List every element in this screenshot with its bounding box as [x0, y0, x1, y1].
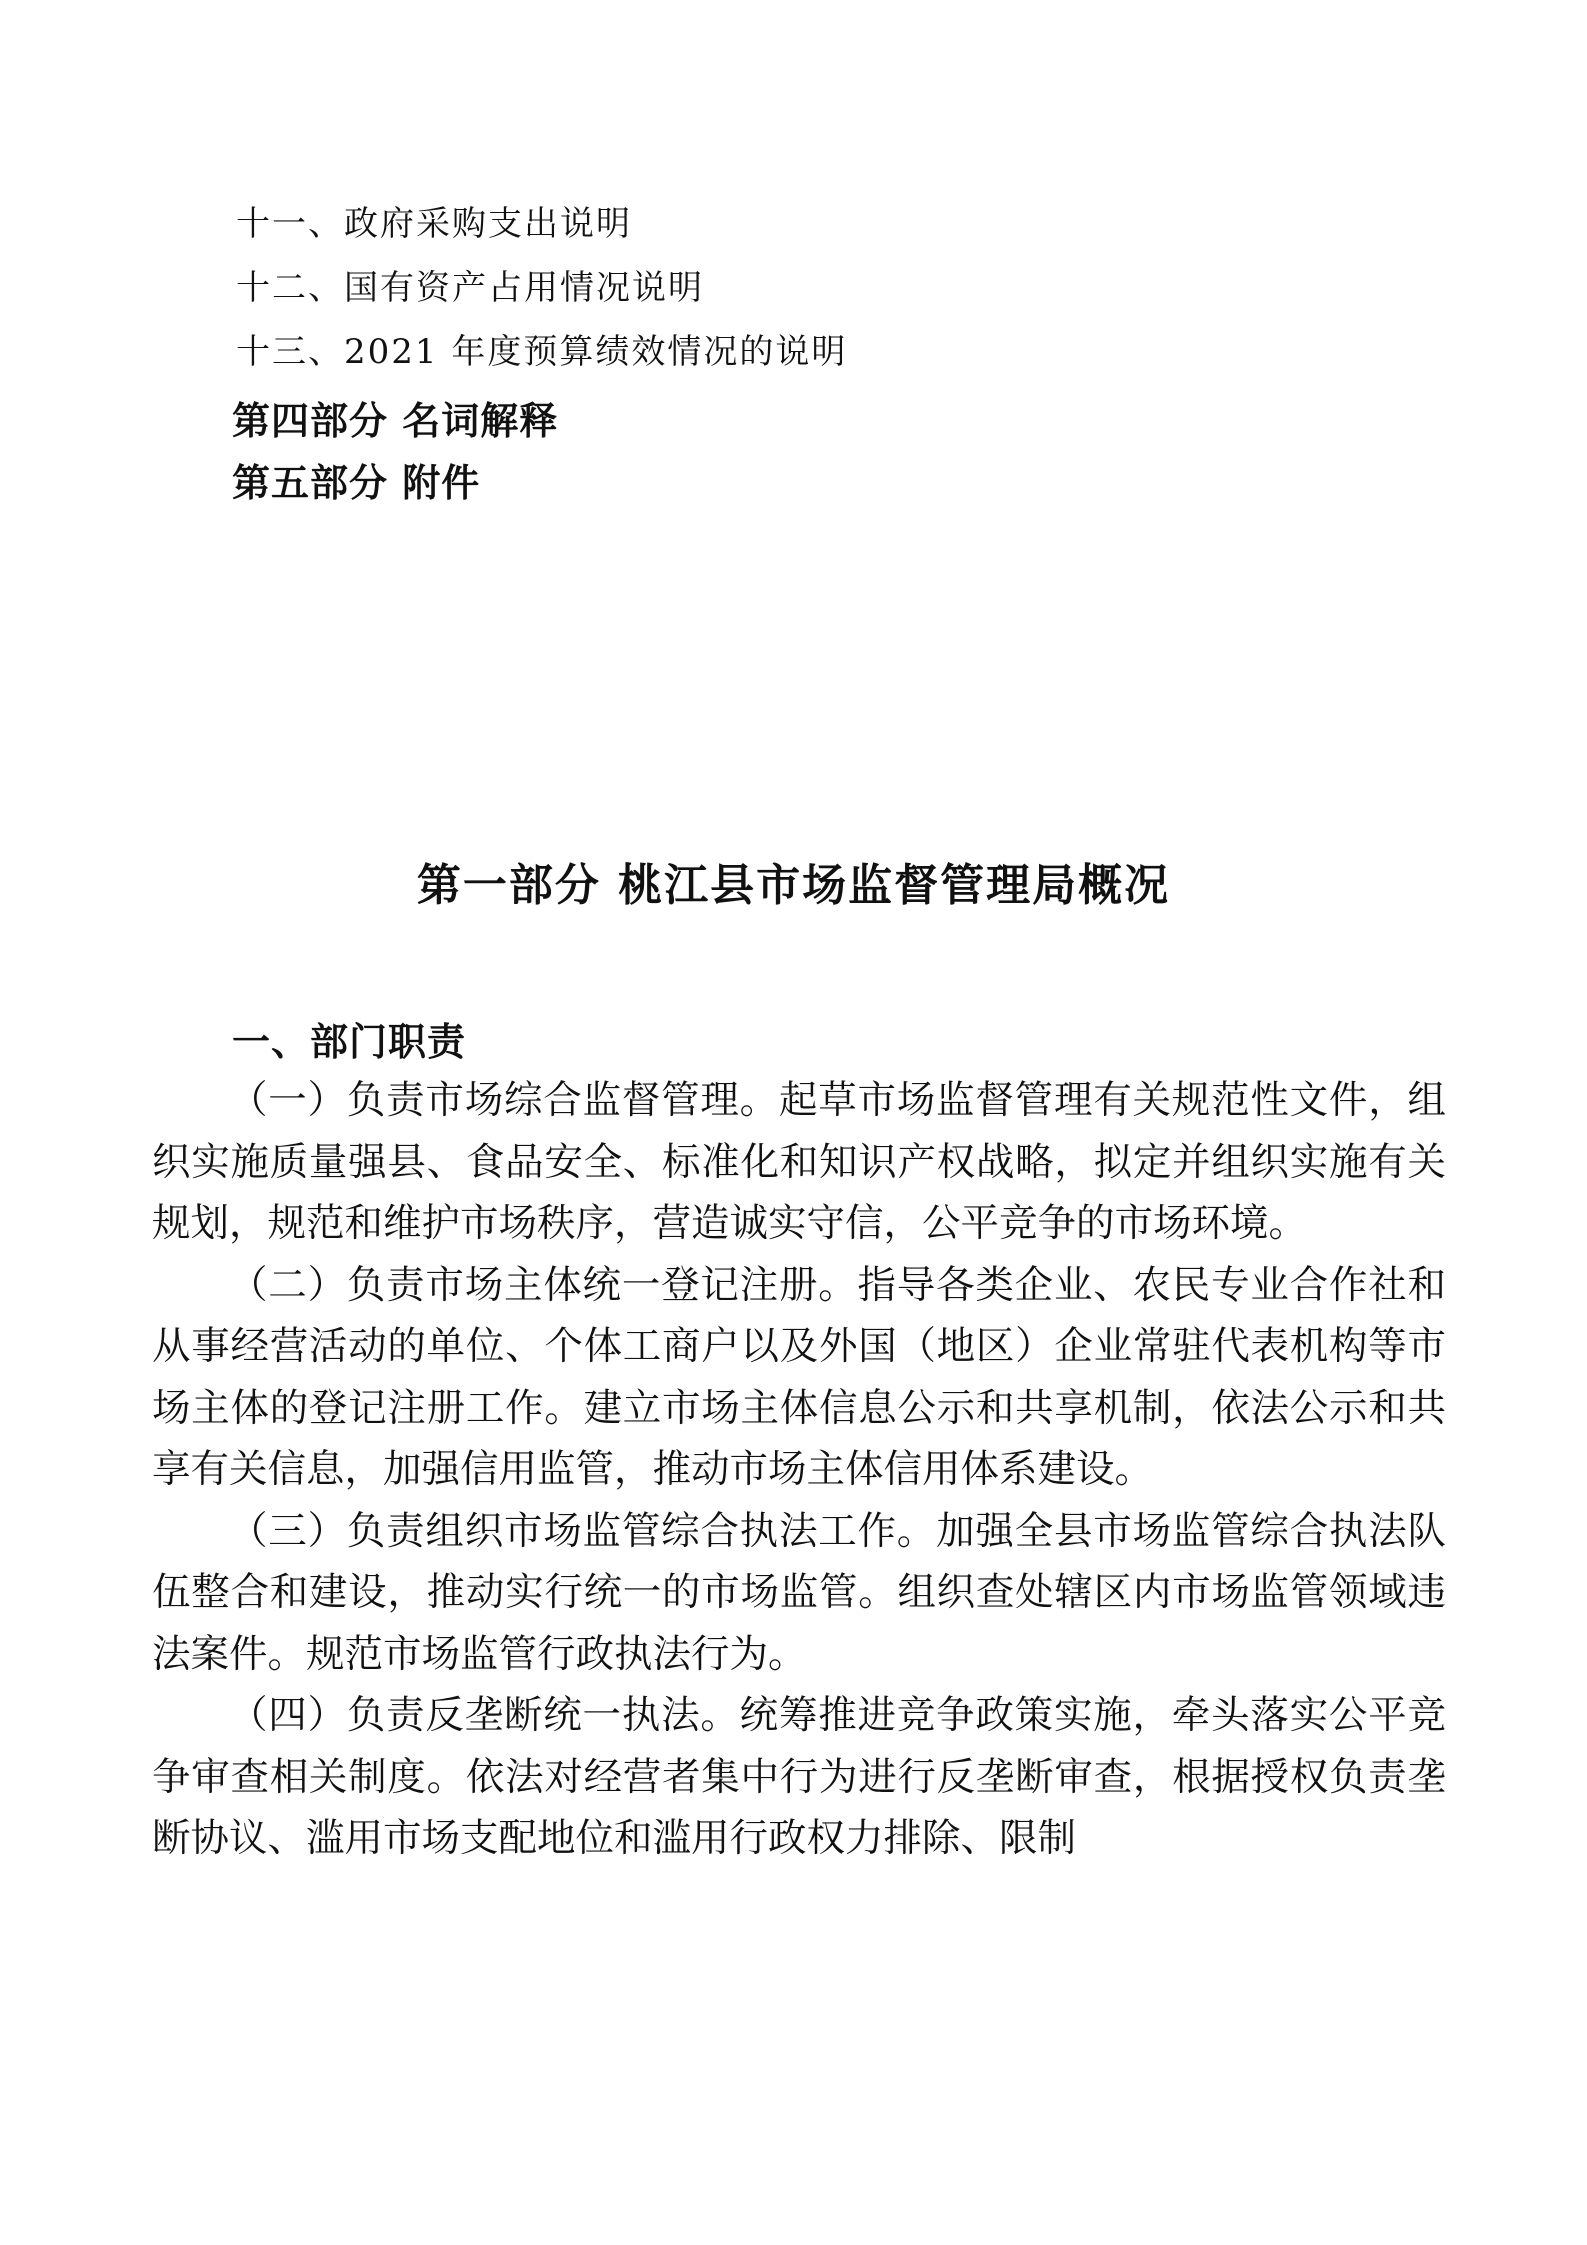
duty-paragraph-1: （一）负责市场综合监督管理。起草市场监督管理有关规范性文件，组织实施质量强县、食品安全、标准化和知识产权战略，拟定并组织实施有关规划，规范和维护市场秩序，营造诚实守信，公平竞争的市场环境。 [152, 1078, 1446, 1246]
toc-item-government-procurement: 十一、政府采购支出说明 [236, 204, 632, 244]
section-body [152, 1070, 1446, 1870]
toc-part-attachments: 第五部分 附件 [232, 461, 481, 505]
duty-paragraph-4: （四）负责反垄断统一执法。统筹推进竞争政策实施，牵头落实公平竞争审查相关制度。依法对经营者集中行为进行反垄断审查，根据授权负责垄断协议、滥用市场支配地位和滥用行政权力排除、限制 [152, 1693, 1446, 1861]
duty-paragraph-3: （三）负责组织市场监管综合执法工作。加强全县市场监管综合执法队伍整合和建设，推动实行统一的市场监管。组织查处辖区内市场监管领域违法案件。规范市场监管行政执法行为。 [152, 1508, 1446, 1677]
toc-item-performance: 十三、2021 年度预算绩效情况的说明 [236, 332, 848, 372]
toc-item-state-assets: 十二、国有资产占用情况说明 [236, 268, 704, 308]
subheading-department-duties: 一、部门职责 [232, 1020, 467, 1064]
duty-paragraph-2: （二）负责市场主体统一登记注册。指导各类企业、农民专业合作社和从事经营活动的单位、个体工商户以及外国（地区）企业常驻代表机构等市场主体的登记注册工作。建立市场主体信息公示和共享机制，依法公示和共享有关信息，加强信用监管，推动市场主体信用体系建设。 [152, 1262, 1446, 1492]
section-title: 第一部分 桃江县市场监督管理局概况 [416, 860, 1171, 911]
toc-part-glossary: 第四部分 名词解释 [232, 399, 559, 443]
